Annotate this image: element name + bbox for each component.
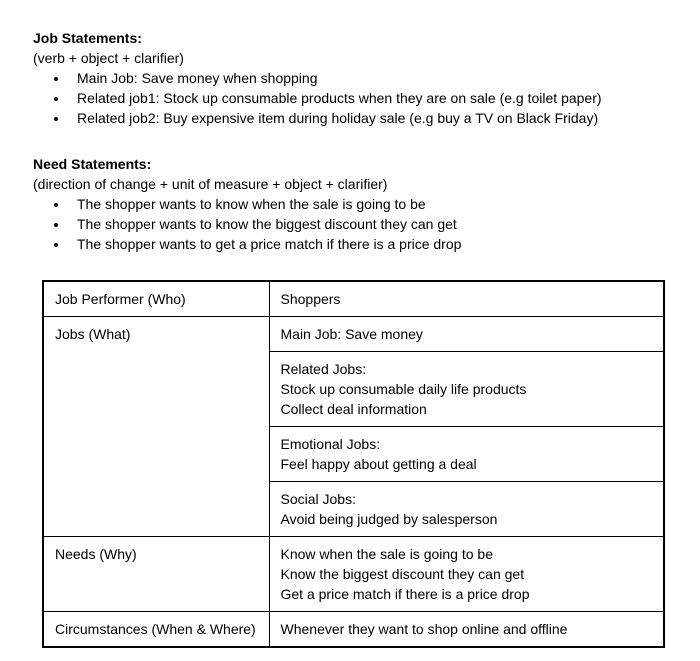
cell-line: Main Job: Save money xyxy=(280,326,423,342)
circumstances-label-cell: Circumstances (When & Where) xyxy=(43,612,269,648)
need-statements-title: Need Statements: xyxy=(33,156,152,172)
cell-line: Avoid being judged by salesperson xyxy=(280,511,498,527)
table-row-main-job xyxy=(43,317,664,352)
job-statements-title: Job Statements: xyxy=(33,30,142,46)
cell-line: Get a price match if there is a price drop xyxy=(280,586,530,602)
cell-line: Emotional Jobs: xyxy=(280,436,381,452)
need-statements-section xyxy=(33,154,680,254)
cell-line: Feel happy about getting a deal xyxy=(280,456,477,472)
cell-line: Related Jobs: xyxy=(280,361,367,377)
needs-label-cell: Needs (Why) xyxy=(43,537,269,612)
need-statement-item: • The shopper wants to get a price match if there is a price drop xyxy=(69,234,680,254)
table-row-needs xyxy=(43,537,664,612)
job-statement-item: • Main Job: Save money when shopping xyxy=(69,68,680,88)
cell-line: Social Jobs: xyxy=(280,491,356,507)
job-performer-value-cell: Shoppers xyxy=(269,281,664,317)
cell-line: Stock up consumable daily life products xyxy=(280,381,527,397)
job-statements-subtitle: (verb + object + clarifier) xyxy=(33,50,184,66)
job-performer-label-cell: Job Performer (Who) xyxy=(43,281,269,317)
job-statement-item: • Related job1: Stock up consumable products when they are on sale (e.g toilet paper) xyxy=(69,88,680,108)
need-statement-item: • The shopper wants to know the biggest discount they can get xyxy=(69,214,680,234)
main-job-value-cell xyxy=(269,317,664,352)
jtbd-table xyxy=(42,280,665,648)
jobs-label-cell: Jobs (What) xyxy=(43,317,269,537)
social-jobs-value-cell xyxy=(269,482,664,537)
need-statements-list xyxy=(33,194,680,254)
circumstances-value-cell: Whenever they want to shop online and offline xyxy=(269,612,664,648)
job-statements-list xyxy=(33,68,680,128)
job-statement-item: • Related job2: Buy expensive item during holiday sale (e.g buy a TV on Black Friday) xyxy=(69,108,680,128)
need-statements-subtitle: (direction of change + unit of measure + object + clarifier) xyxy=(33,176,388,192)
need-statement-item: • The shopper wants to know when the sale is going to be xyxy=(69,194,680,214)
job-statements-section xyxy=(33,28,680,128)
needs-value-cell xyxy=(269,537,664,612)
table-row-job-performer xyxy=(43,281,664,317)
cell-line: Know when the sale is going to be xyxy=(280,546,493,562)
cell-line: Collect deal information xyxy=(280,401,427,417)
table-row-circumstances xyxy=(43,612,664,648)
related-jobs-value-cell xyxy=(269,352,664,427)
emotional-jobs-value-cell xyxy=(269,427,664,482)
cell-line: Know the biggest discount they can get xyxy=(280,566,525,582)
